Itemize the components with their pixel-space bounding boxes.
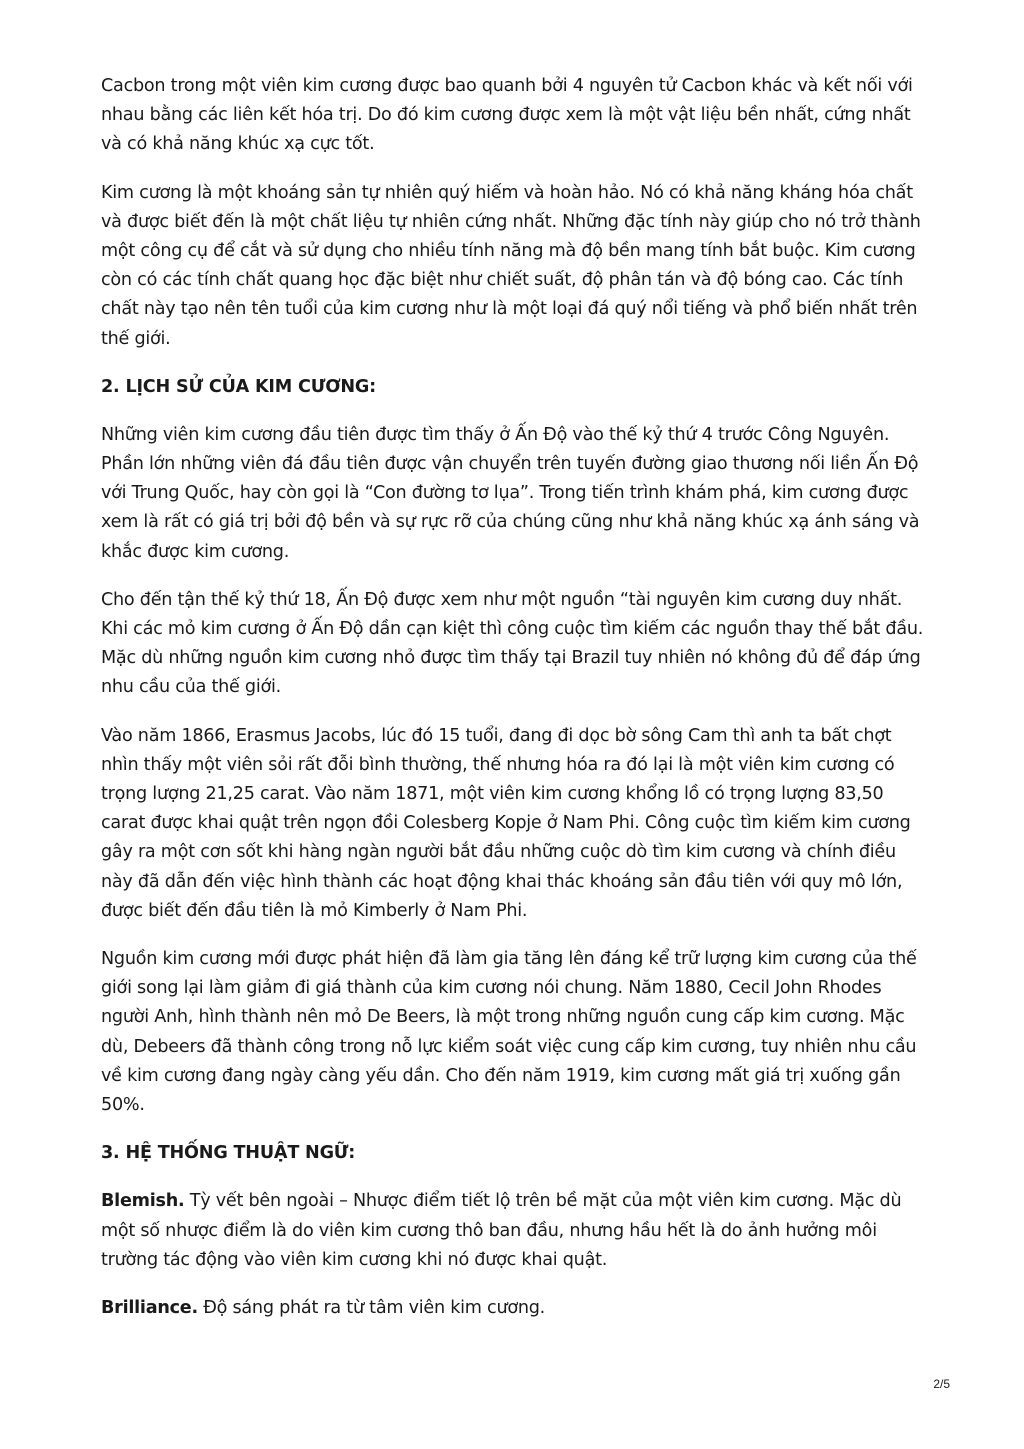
paragraph: Những viên kim cương đầu tiên được tìm thấy ở Ấn Độ vào thế kỷ thứ 4 trước Công Nguyên. Phần lớn những viên đá đầu tiên được vận chuyển trên tuyến đường giao thương nối liền Ấn Độ với Trung Quốc, hay còn gọi là “Con đường tơ lụa”. Trong tiến trình khám phá, kim cương được xem là rất có giá trị bởi độ bền và sự rực rỡ của chúng cũng như khả năng khúc xạ ánh sáng và khắc được kim cương. — [101, 424, 920, 562]
paragraph: Nguồn kim cương mới được phát hiện đã làm gia tăng lên đáng kể trữ lượng kim cương của thế giới song lại làm giảm đi giá thành của kim cương nói chung. Năm 1880, Cecil John Rhodes người Anh, hình thành nên mỏ De Beers, là một trong những nguồn cung cấp kim cương. Mặc dù, Debeers đã thành công trong nỗ lực kiểm soát việc cung cấp kim cương, tuy nhiên nhu cầu về kim cương đang ngày càng yếu dần. Cho đến năm 1919, kim cương mất giá trị xuống gần 50%. — [101, 949, 917, 1116]
glossary-entry — [101, 1294, 927, 1323]
glossary-term: Brilliance. — [101, 1297, 198, 1318]
section-heading: 2. LỊCH SỬ CỦA KIM CƯƠNG: — [101, 376, 376, 397]
page-number: 2/5 — [933, 1377, 950, 1391]
glossary-term: Blemish. — [101, 1191, 185, 1212]
paragraph: Kim cương là một khoáng sản tự nhiên quý hiếm và hoàn hảo. Nó có khả năng kháng hóa chất và được biết đến là một chất liệu tự nhiên cứng nhất. Những đặc tính này giúp cho nó trở thành một công cụ để cắt và sử dụng cho nhiều tính năng mà độ bền mang tính bắt buộc. Kim cương còn có các tính chất quang học đặc biệt như chiết suất, độ phân tán và độ bóng cao. Các tính chất này tạo nên tên tuổi của kim cương như là một loại đá quý nổi tiếng và phổ biến nhất trên thế giới. — [101, 182, 921, 349]
glossary-definition: Độ sáng phát ra từ tâm viên kim cương. — [197, 1297, 546, 1318]
paragraph: Cacbon trong một viên kim cương được bao quanh bởi 4 nguyên tử Cacbon khác và kết nối với nhau bằng các liên kết hóa trị. Do đó kim cương được xem là một vật liệu bền nhất, cứng nhất và có khả năng khúc xạ cực tốt. — [101, 76, 913, 155]
glossary-entry — [101, 1187, 927, 1275]
paragraph: Vào năm 1866, Erasmus Jacobs, lúc đó 15 tuổi, đang đi dọc bờ sông Cam thì anh ta bất chợt nhìn thấy một viên sỏi rất đỗi bình thường, thế nhưng hóa ra đó lại là một viên kim cương có trọng lượng 21,25 carat. Vào năm 1871, một viên kim cương khổng lồ có trọng lượng 83,50 carat được khai quật trên ngọn đồi Colesberg Kopje ở Nam Phi. Công cuộc tìm kiếm kim cương gây ra một cơn sốt khi hàng ngàn người bắt đầu những cuộc dò tìm kim cương và chính điều này đã dẫn đến việc hình thành các hoạt động khai thác khoáng sản đầu tiên với quy mô lớn, được biết đến đầu tiên là mỏ Kimberly ở Nam Phi. — [101, 725, 911, 921]
glossary-definition: Tỳ vết bên ngoài – Nhược điểm tiết lộ trên bề mặt của một viên kim cương. Mặc dù một số nhược điểm là do viên kim cương thô ban đầu, nhưng hầu hết là do ảnh hưởng môi trường tác động vào viên kim cương khi nó được khai quật. — [101, 1191, 902, 1270]
document-body — [101, 72, 927, 1342]
paragraph: Cho đến tận thế kỷ thứ 18, Ấn Độ được xem như một nguồn “tài nguyên kim cương duy nhất. Khi các mỏ kim cương ở Ấn Độ dần cạn kiệt thì công cuộc tìm kiếm các nguồn thay thế bắt đầu. Mặc dù những nguồn kim cương nhỏ được tìm thấy tại Brazil tuy nhiên nó không đủ để đáp ứng nhu cầu của thế giới. — [101, 589, 924, 698]
section-heading: 3. HỆ THỐNG THUẬT NGỮ: — [101, 1143, 356, 1164]
